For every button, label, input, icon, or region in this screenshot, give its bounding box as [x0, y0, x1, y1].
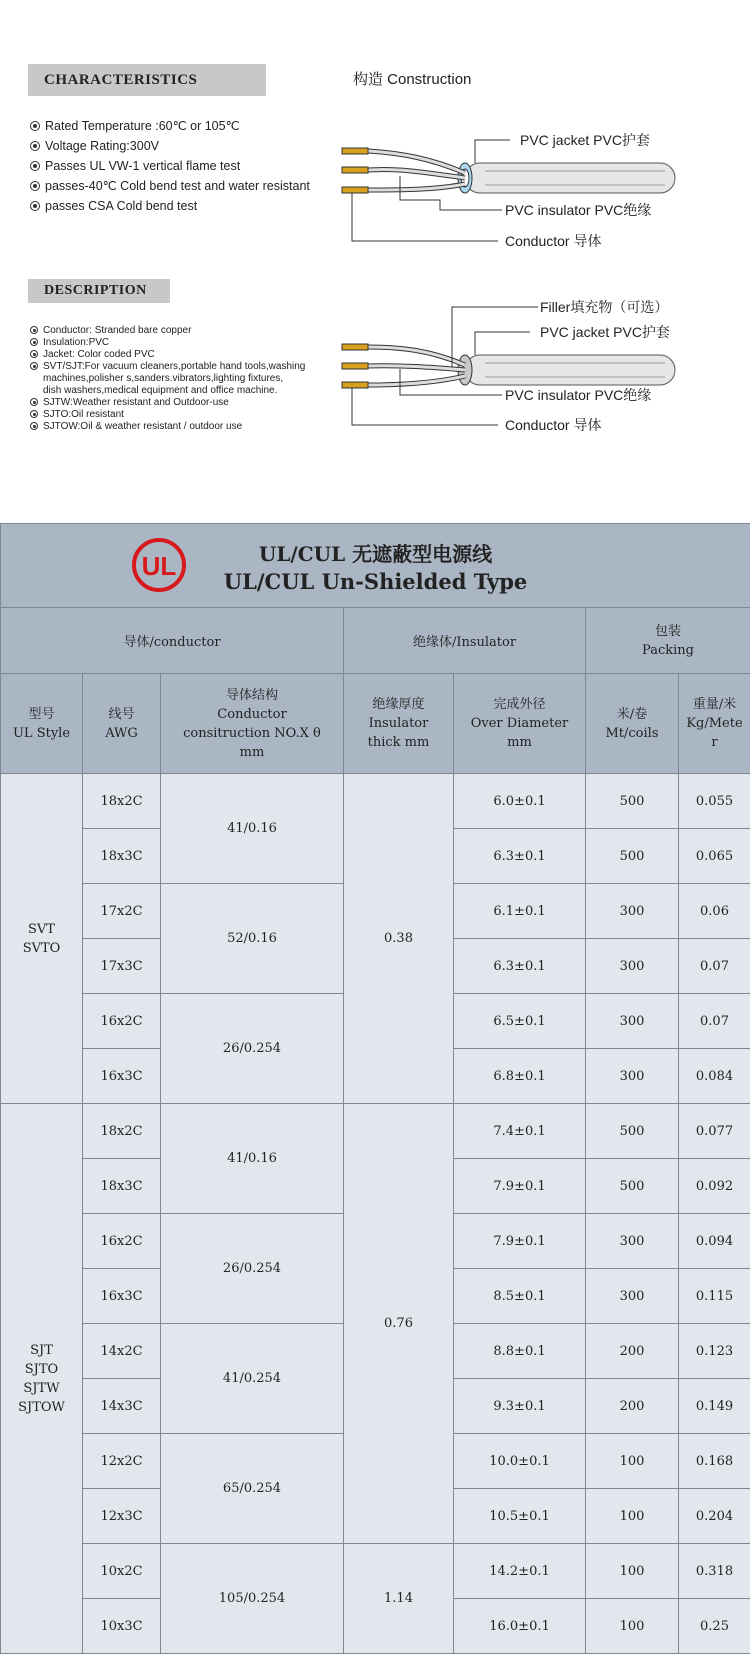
- style-name: SJTO: [1, 1360, 82, 1379]
- item-text: SVT/SJT:For vacuum cleaners,portable hand tools,washing: [43, 361, 305, 372]
- list-item: [30, 397, 330, 409]
- header-en: thick mm: [344, 733, 453, 752]
- spec-table: [0, 523, 750, 1654]
- characteristics-list: [30, 116, 330, 216]
- diameter-cell: 6.1±0.1: [454, 884, 586, 939]
- weight-cell: 0.06: [679, 884, 750, 939]
- length-cell: 100: [586, 1489, 679, 1544]
- awg-cell: 18x2C: [83, 774, 161, 829]
- packing-cn: 包装: [586, 622, 750, 641]
- awg-cell: 14x2C: [83, 1324, 161, 1379]
- header-cn: 导体结构: [161, 686, 343, 705]
- diameter-cell: 6.3±0.1: [454, 939, 586, 994]
- item-text: Rated Temperature :60℃ or 105℃: [45, 119, 240, 133]
- bullet-icon: [30, 181, 40, 191]
- bullet-icon: [30, 338, 38, 346]
- item-text: Passes UL VW-1 vertical flame test: [45, 159, 240, 173]
- cable-diagram-1: [340, 118, 710, 258]
- awg-cell: 12x2C: [83, 1434, 161, 1489]
- characteristics-heading: CHARACTERISTICS: [28, 64, 266, 96]
- weight-cell: 0.055: [679, 774, 750, 829]
- diameter-cell: 10.5±0.1: [454, 1489, 586, 1544]
- weight-cell: 0.07: [679, 994, 750, 1049]
- header-en: Conductor: [161, 705, 343, 724]
- structure-cell: 52/0.16: [161, 884, 344, 994]
- thickness-cell: 1.14: [344, 1544, 454, 1654]
- header-cn: 型号: [1, 705, 82, 724]
- structure-cell: 105/0.254: [161, 1544, 344, 1654]
- list-item: [30, 156, 330, 176]
- style-cell: [1, 1104, 83, 1654]
- length-cell: 300: [586, 1049, 679, 1104]
- item-text: passes-40℃ Cold bend test and water resistant: [45, 179, 310, 193]
- bullet-icon: [30, 161, 40, 171]
- awg-cell: 16x2C: [83, 994, 161, 1049]
- bullet-icon: [30, 422, 38, 430]
- style-name: SJT: [1, 1341, 82, 1360]
- diameter-cell: 9.3±0.1: [454, 1379, 586, 1434]
- header-en: Mt/coils: [586, 724, 678, 743]
- header-cn: 米/卷: [586, 705, 678, 724]
- list-item: [30, 421, 330, 433]
- awg-cell: 17x2C: [83, 884, 161, 939]
- header-en: AWG: [83, 724, 160, 743]
- construction-title: 构造 Construction: [353, 68, 471, 89]
- bullet-icon: [30, 326, 38, 334]
- ul-logo-icon: [131, 538, 187, 592]
- diameter-cell: 7.4±0.1: [454, 1104, 586, 1159]
- awg-cell: 14x3C: [83, 1379, 161, 1434]
- thickness-cell: 0.38: [344, 774, 454, 1104]
- cable-diagram-2: [340, 295, 710, 445]
- weight-cell: 0.204: [679, 1489, 750, 1544]
- title-en: UL/CUL Un-Shielded Type: [1, 569, 750, 594]
- group-header-conductor: 导体/conductor: [1, 608, 344, 674]
- structure-cell: 26/0.254: [161, 1214, 344, 1324]
- diameter-cell: 8.8±0.1: [454, 1324, 586, 1379]
- list-item: [30, 337, 330, 349]
- bullet-icon: [30, 398, 38, 406]
- col-header-awg: [83, 674, 161, 774]
- awg-cell: 10x2C: [83, 1544, 161, 1599]
- label-jacket: PVC jacket PVC护套: [520, 132, 650, 148]
- length-cell: 300: [586, 1269, 679, 1324]
- label-insulator: PVC insulator PVC绝缘: [505, 387, 651, 403]
- list-item: [30, 361, 330, 397]
- packing-en: Packing: [586, 641, 750, 660]
- list-item: [30, 136, 330, 156]
- weight-cell: 0.084: [679, 1049, 750, 1104]
- awg-cell: 16x2C: [83, 1214, 161, 1269]
- ul-logo-text: UL: [142, 551, 177, 581]
- structure-cell: 26/0.254: [161, 994, 344, 1104]
- diameter-cell: 6.8±0.1: [454, 1049, 586, 1104]
- item-text: SJTO:Oil resistant: [43, 409, 124, 420]
- length-cell: 500: [586, 829, 679, 884]
- header-en: UL Style: [1, 724, 82, 743]
- length-cell: 300: [586, 994, 679, 1049]
- table-row: [1, 1104, 750, 1159]
- item-text: Voltage Rating:300V: [45, 139, 159, 153]
- style-name: SJTW: [1, 1379, 82, 1398]
- bullet-icon: [30, 362, 38, 370]
- col-header-thickness: [344, 674, 454, 774]
- length-cell: 100: [586, 1599, 679, 1654]
- header-en: mm: [161, 743, 343, 762]
- header-cn: 线号: [83, 705, 160, 724]
- item-text: Jacket: Color coded PVC: [43, 349, 155, 360]
- title-cn: UL/CUL 无遮蔽型电源线: [1, 538, 750, 567]
- weight-cell: 0.092: [679, 1159, 750, 1214]
- header-en: Insulator: [344, 714, 453, 733]
- header-en: mm: [454, 733, 585, 752]
- table-title: [1, 524, 750, 608]
- header-cn: 绝缘厚度: [344, 695, 453, 714]
- weight-cell: 0.168: [679, 1434, 750, 1489]
- header-cn: 重量/米: [679, 695, 750, 714]
- awg-cell: 18x3C: [83, 829, 161, 884]
- diameter-cell: 6.5±0.1: [454, 994, 586, 1049]
- item-text: Conductor: Stranded bare copper: [43, 325, 191, 336]
- weight-cell: 0.094: [679, 1214, 750, 1269]
- awg-cell: 16x3C: [83, 1269, 161, 1324]
- weight-cell: 0.149: [679, 1379, 750, 1434]
- group-header-insulator: 绝缘体/Insulator: [344, 608, 586, 674]
- bullet-icon: [30, 141, 40, 151]
- awg-cell: 16x3C: [83, 1049, 161, 1104]
- item-text: SJTOW:Oil & weather resistant / outdoor use: [43, 421, 242, 432]
- length-cell: 200: [586, 1324, 679, 1379]
- header-en: consitruction NO.X θ: [161, 724, 343, 743]
- col-header-structure: [161, 674, 344, 774]
- header-en: r: [679, 733, 750, 752]
- style-name: SVT: [1, 920, 82, 939]
- item-text: SJTW:Weather resistant and Outdoor-use: [43, 397, 229, 408]
- description-list: [30, 325, 330, 433]
- thickness-cell: 0.76: [344, 1104, 454, 1544]
- bullet-icon: [30, 350, 38, 358]
- diameter-cell: 10.0±0.1: [454, 1434, 586, 1489]
- awg-cell: 10x3C: [83, 1599, 161, 1654]
- awg-cell: 18x3C: [83, 1159, 161, 1214]
- table-row: [1, 774, 750, 829]
- list-item: [30, 116, 330, 136]
- awg-cell: 17x3C: [83, 939, 161, 994]
- bullet-icon: [30, 410, 38, 418]
- label-filler: Filler填充物（可选）: [540, 299, 668, 315]
- col-header-weight: [679, 674, 750, 774]
- structure-cell: 41/0.254: [161, 1324, 344, 1434]
- list-item: [30, 176, 330, 196]
- table-row: [1, 1544, 750, 1599]
- item-text: Insulation:PVC: [43, 337, 109, 348]
- length-cell: 300: [586, 939, 679, 994]
- awg-cell: 12x3C: [83, 1489, 161, 1544]
- item-text-continued: dish washers,medical equipment and office machine.: [30, 385, 330, 397]
- label-conductor: Conductor 导体: [505, 233, 601, 249]
- label-insulator: PVC insulator PVC绝缘: [505, 202, 651, 218]
- weight-cell: 0.25: [679, 1599, 750, 1654]
- diameter-cell: 8.5±0.1: [454, 1269, 586, 1324]
- diameter-cell: 7.9±0.1: [454, 1159, 586, 1214]
- item-text: passes CSA Cold bend test: [45, 199, 197, 213]
- structure-cell: 65/0.254: [161, 1434, 344, 1544]
- list-item: [30, 349, 330, 361]
- length-cell: 500: [586, 1104, 679, 1159]
- length-cell: 200: [586, 1379, 679, 1434]
- length-cell: 300: [586, 884, 679, 939]
- col-header-style: [1, 674, 83, 774]
- length-cell: 100: [586, 1544, 679, 1599]
- style-name: SVTO: [1, 939, 82, 958]
- weight-cell: 0.123: [679, 1324, 750, 1379]
- header-cn: 完成外径: [454, 695, 585, 714]
- description-heading: DESCRIPTION: [28, 279, 170, 303]
- structure-cell: 41/0.16: [161, 774, 344, 884]
- awg-cell: 18x2C: [83, 1104, 161, 1159]
- weight-cell: 0.115: [679, 1269, 750, 1324]
- diameter-cell: 6.0±0.1: [454, 774, 586, 829]
- list-item: [30, 409, 330, 421]
- item-text-continued: machines,polisher s,sanders.vibrators,lighting fixtures,: [30, 373, 330, 385]
- list-item: [30, 325, 330, 337]
- weight-cell: 0.07: [679, 939, 750, 994]
- length-cell: 100: [586, 1434, 679, 1489]
- weight-cell: 0.065: [679, 829, 750, 884]
- label-jacket: PVC jacket PVC护套: [540, 324, 670, 340]
- diameter-cell: 7.9±0.1: [454, 1214, 586, 1269]
- diameter-cell: 16.0±0.1: [454, 1599, 586, 1654]
- col-header-length: [586, 674, 679, 774]
- bullet-icon: [30, 121, 40, 131]
- group-header-packing: [586, 608, 750, 674]
- col-header-diameter: [454, 674, 586, 774]
- length-cell: 300: [586, 1214, 679, 1269]
- length-cell: 500: [586, 1159, 679, 1214]
- weight-cell: 0.318: [679, 1544, 750, 1599]
- style-cell: [1, 774, 83, 1104]
- structure-cell: 41/0.16: [161, 1104, 344, 1214]
- diameter-cell: 14.2±0.1: [454, 1544, 586, 1599]
- weight-cell: 0.077: [679, 1104, 750, 1159]
- style-name: SJTOW: [1, 1398, 82, 1417]
- diameter-cell: 6.3±0.1: [454, 829, 586, 884]
- label-conductor: Conductor 导体: [505, 417, 601, 433]
- length-cell: 500: [586, 774, 679, 829]
- list-item: [30, 196, 330, 216]
- bullet-icon: [30, 201, 40, 211]
- header-en: Over Diameter: [454, 714, 585, 733]
- header-en: Kg/Mete: [679, 714, 750, 733]
